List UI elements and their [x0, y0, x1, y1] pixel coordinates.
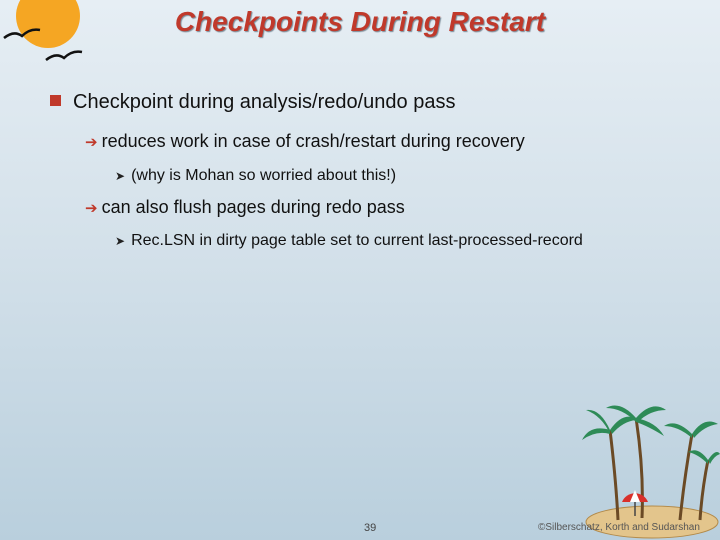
chevron-bullet-icon: ➤	[115, 169, 126, 183]
copyright-text: ©Silberschatz, Korth and Sudarshan	[538, 522, 700, 533]
slide-title: Checkpoints During Restart	[174, 6, 546, 37]
arrow-bullet-icon: ➔	[85, 134, 98, 151]
bullet-level2	[85, 131, 525, 152]
bullet-text: (why is Mohan so worried about this!)	[131, 167, 397, 184]
palm-island-icon	[580, 390, 720, 540]
bullet-text: can also flush pages during redo pass	[101, 197, 405, 217]
bullet-level1	[50, 91, 455, 114]
chevron-bullet-icon: ➤	[115, 234, 126, 248]
bullet-text: Checkpoint during analysis/redo/undo pass	[73, 91, 456, 113]
square-bullet-icon	[50, 95, 61, 106]
bullet-text: Rec.LSN in dirty page table set to current last-processed-record	[131, 232, 583, 249]
page-number: 39	[364, 522, 377, 534]
bullet-level3	[115, 232, 583, 250]
arrow-bullet-icon: ➔	[85, 200, 98, 217]
bullet-text: reduces work in case of crash/restart during recovery	[101, 131, 525, 151]
bullet-level3	[115, 167, 396, 185]
bullet-level2	[85, 197, 405, 218]
